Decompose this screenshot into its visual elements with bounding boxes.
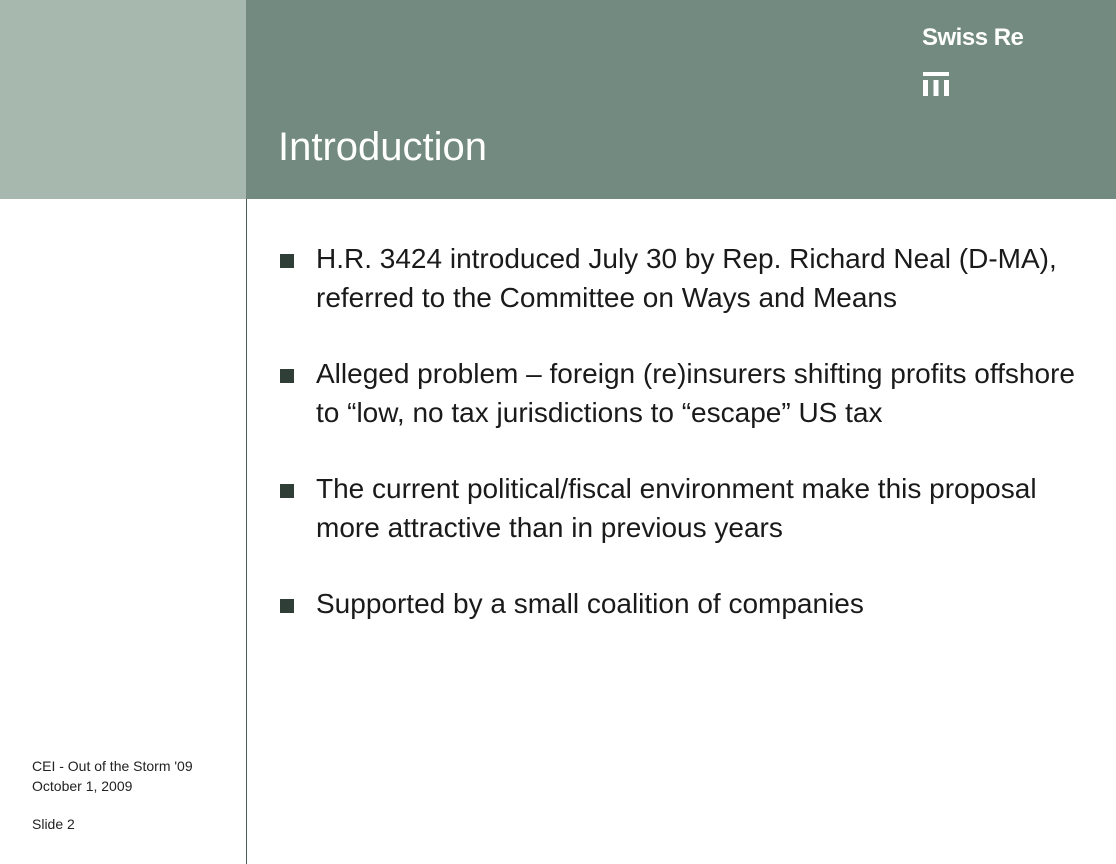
bullet-square-icon	[280, 599, 294, 613]
bullet-text: Alleged problem – foreign (re)insurers shifting profits offshore to “low, no tax jurisdictions to “escape” US tax	[316, 358, 1075, 428]
bullet-square-icon	[280, 254, 294, 268]
left-banner	[0, 0, 246, 199]
bullet-list	[278, 240, 1098, 662]
bullet-item	[278, 470, 1098, 547]
bullet-square-icon	[280, 369, 294, 383]
footer-event: CEI - Out of the Storm '09	[32, 758, 193, 774]
bullet-item	[278, 355, 1098, 432]
bullet-item	[278, 585, 1098, 624]
bullet-text: Supported by a small coalition of companies	[316, 588, 864, 619]
bullet-text: The current political/fiscal environment make this proposal more attractive than in previous years	[316, 473, 1037, 543]
swiss-re-logo-icon	[923, 72, 949, 96]
swiss-re-logo-text: Swiss Re	[922, 24, 1024, 51]
footer-date: October 1, 2009	[32, 778, 133, 794]
slide-title: Introduction	[278, 125, 488, 169]
bullet-item	[278, 240, 1098, 317]
footer-slide-number: Slide 2	[32, 816, 75, 832]
bullet-text: H.R. 3424 introduced July 30 by Rep. Richard Neal (D-MA), referred to the Committee on Ways and Means	[316, 243, 1057, 313]
vertical-divider	[246, 199, 247, 864]
bullet-square-icon	[280, 484, 294, 498]
